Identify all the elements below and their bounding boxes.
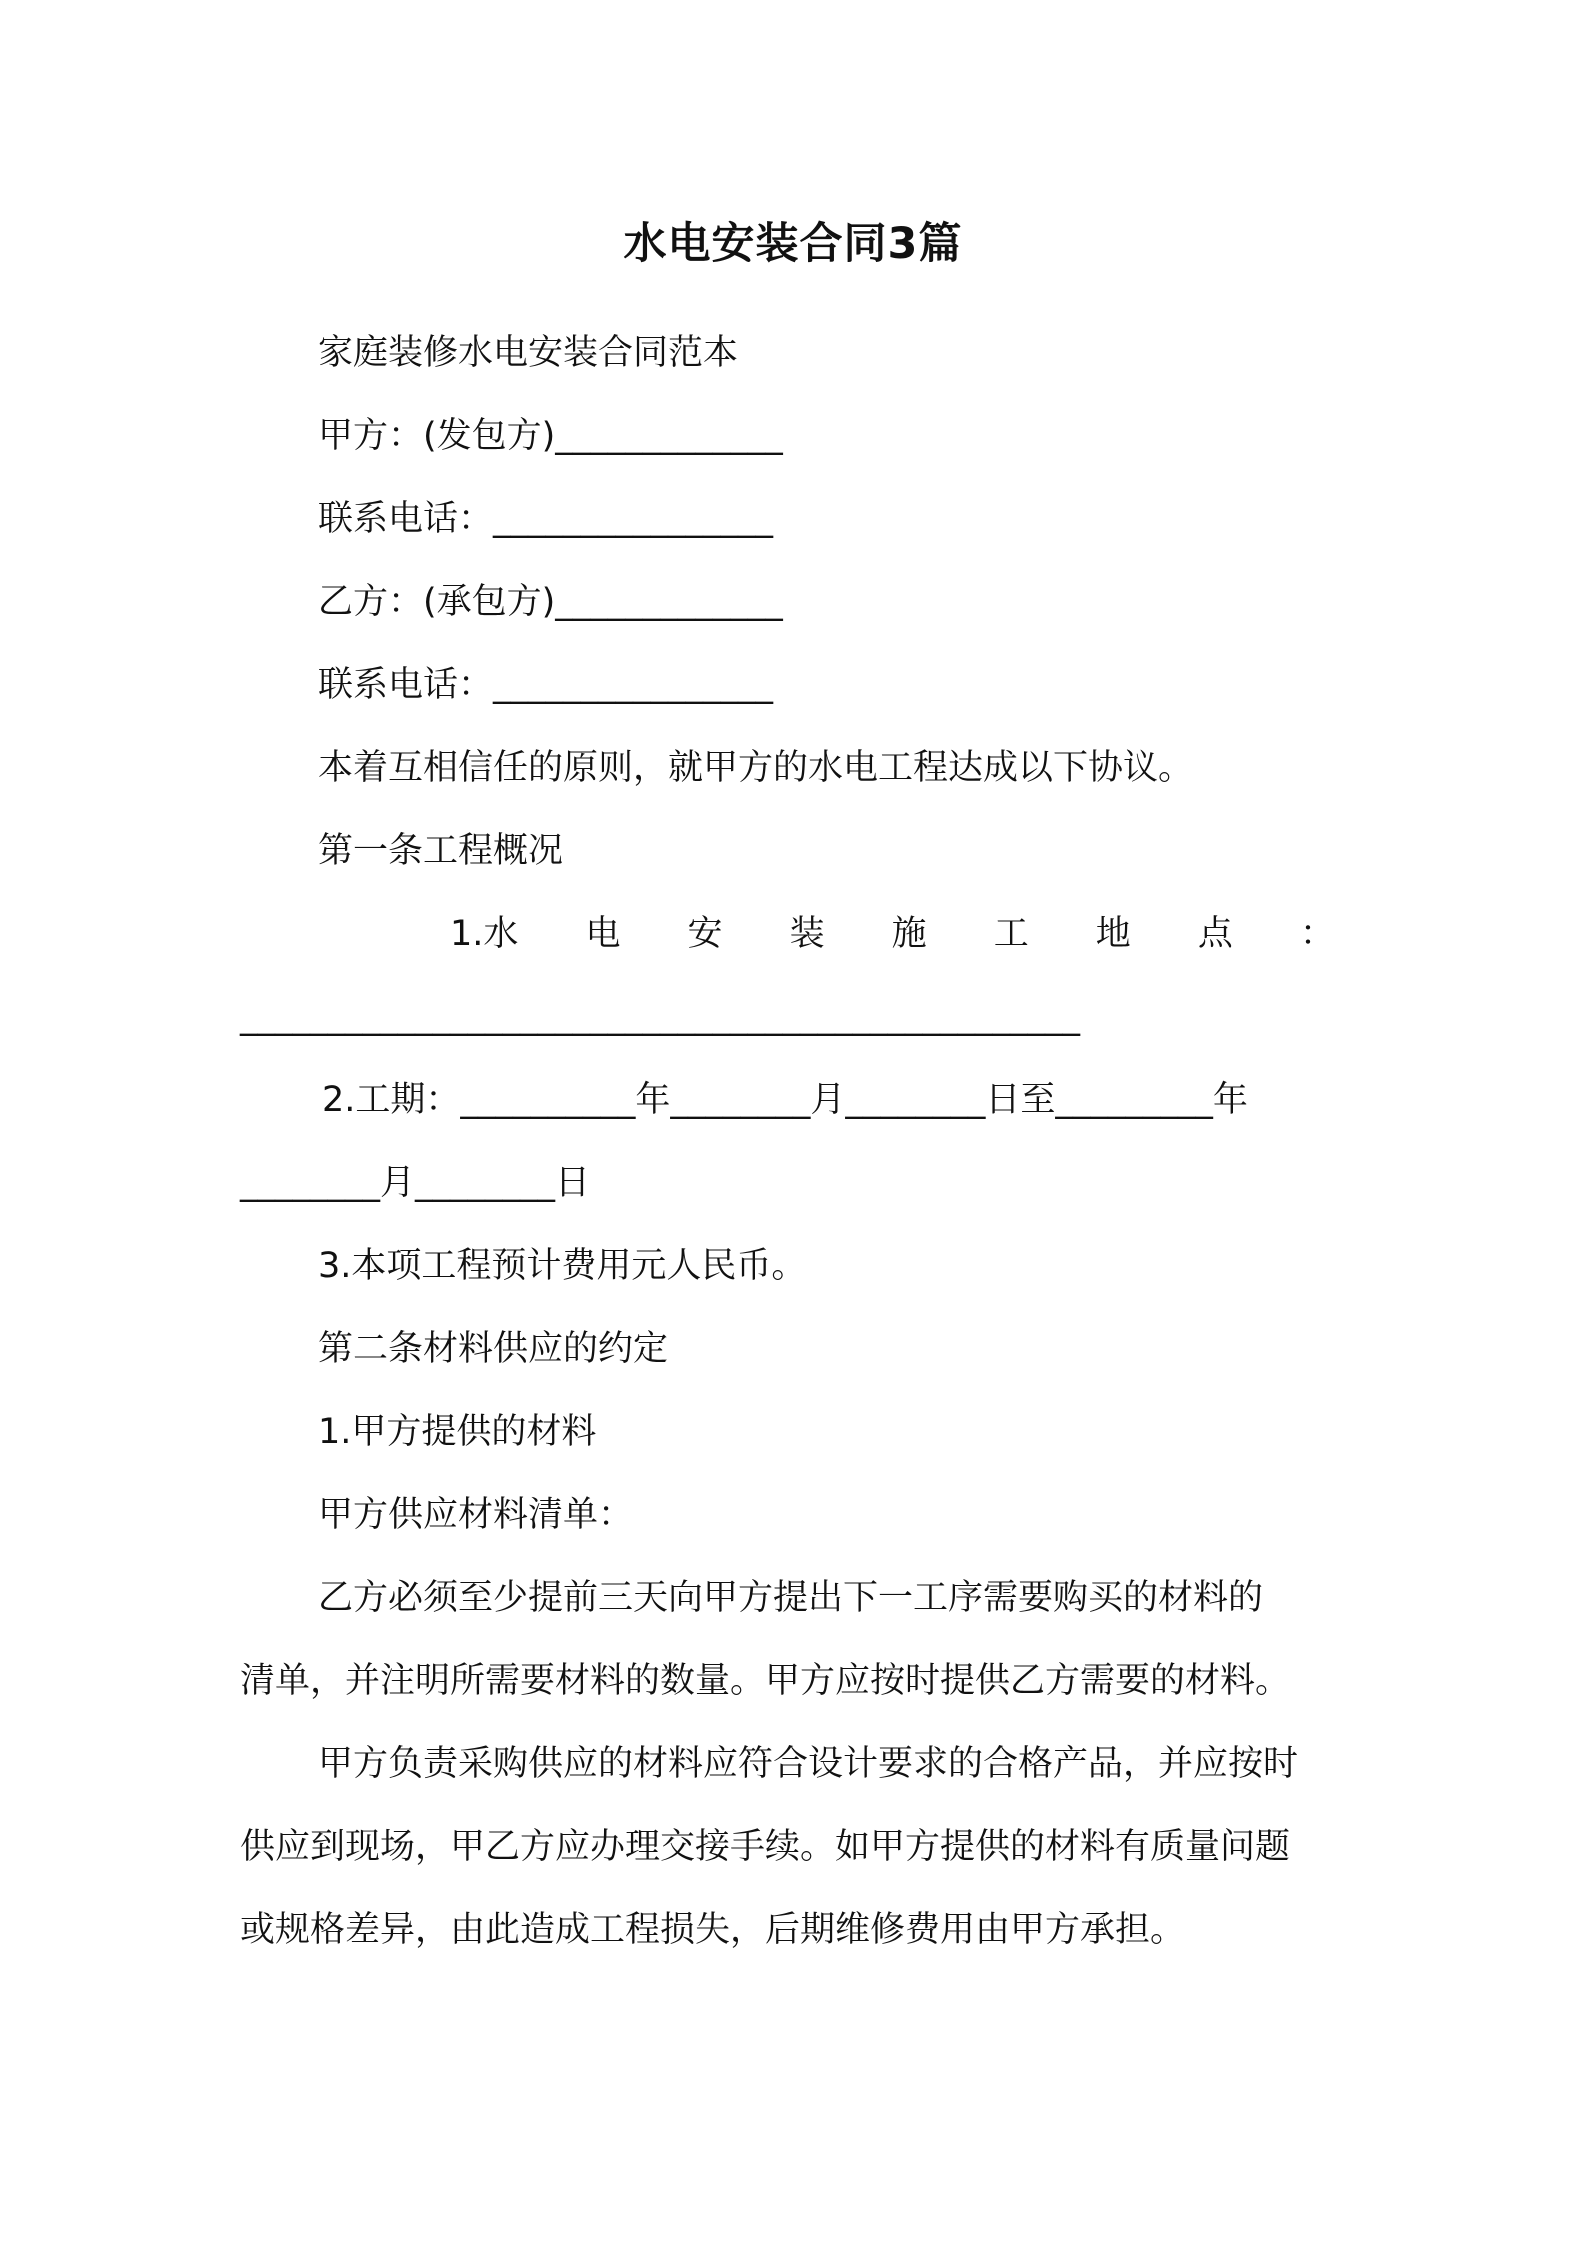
agreement-intro: 本着互相信任的原则，就甲方的水电工程达成以下协议。 xyxy=(318,748,1194,788)
site-label-char: 1.水 xyxy=(450,914,519,954)
contract-subtitle: 家庭装修水电安装合同范本 xyxy=(318,333,739,373)
paragraph-line: 甲方负责采购供应的材料应符合设计要求的合格产品，并应按时 xyxy=(318,1744,1299,1784)
party-a-materials-heading: 1.甲方提供的材料 xyxy=(318,1412,597,1452)
construction-site-blank: ________________________________________________ xyxy=(240,997,1080,1037)
party-b-phone-line: 联系电话：________________ xyxy=(318,665,774,705)
materials-list-label: 甲方供应材料清单： xyxy=(318,1495,634,1535)
paragraph-line: 供应到现场，甲乙方应办理交接手续。如甲方提供的材料有质量问题 xyxy=(240,1827,1291,1867)
site-label-char: ： xyxy=(1299,914,1335,954)
site-label-char: 装 xyxy=(789,914,825,954)
schedule-line: 2.工期：__________年________月________日至_________年 xyxy=(322,1080,1248,1120)
schedule-line-end: ________月________日 xyxy=(240,1163,591,1203)
site-label-char: 点 xyxy=(1197,914,1233,954)
cost-line: 3.本项工程预计费用元人民币。 xyxy=(318,1246,807,1286)
party-a-phone-line: 联系电话：________________ xyxy=(318,499,774,539)
party-b-line: 乙方：(承包方)_____________ xyxy=(318,582,783,622)
site-label-char: 安 xyxy=(687,914,723,954)
article-1-heading: 第一条工程概况 xyxy=(318,831,564,871)
party-a-line: 甲方：(发包方)_____________ xyxy=(318,416,783,456)
site-label-char: 地 xyxy=(1095,914,1131,954)
site-label-char: 工 xyxy=(993,914,1029,954)
article-2-heading: 第二条材料供应的约定 xyxy=(318,1329,669,1369)
construction-site-label xyxy=(450,909,1335,959)
site-label-char: 电 xyxy=(585,914,621,954)
paragraph-line: 清单，并注明所需要材料的数量。甲方应按时提供乙方需要的材料。 xyxy=(240,1661,1291,1701)
document-title: 水电安装合同3篇 xyxy=(623,219,963,269)
site-label-char: 施 xyxy=(891,914,927,954)
paragraph-line: 或规格差异，由此造成工程损失，后期维修费用由甲方承担。 xyxy=(240,1910,1186,1950)
paragraph-line: 乙方必须至少提前三天向甲方提出下一工序需要购买的材料的 xyxy=(318,1578,1264,1618)
